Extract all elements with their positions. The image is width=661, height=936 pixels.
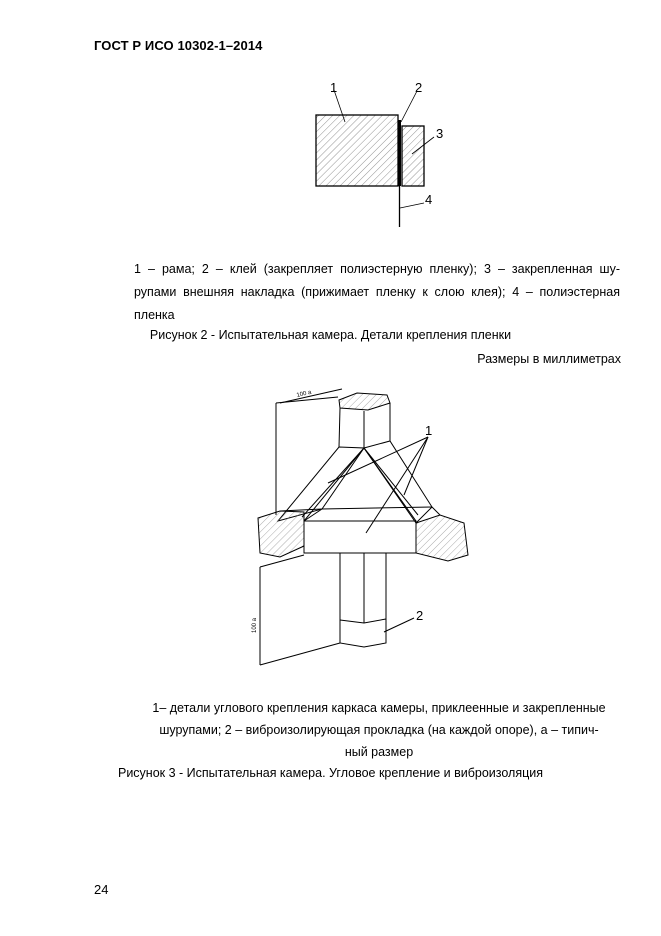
figure-2-legend-line: 1 – рама; 2 – клей (закрепляет полиэстерную пленку); 3 – закрепленная шу-: [134, 262, 620, 276]
figure-3-legend-line: ный размер: [344, 745, 414, 759]
callout-1: 1: [330, 80, 338, 95]
dimension-top: 100 a: [296, 389, 313, 399]
callout-4: 4: [425, 192, 433, 207]
callout-2: 2: [416, 608, 424, 623]
figure-3-drawing: [240, 375, 480, 675]
figure-3-legend-line: шурупами; 2 – виброизолирующая прокладка (на каждой опоре), а – типич-: [159, 723, 599, 737]
figure-3-title: Рисунок 3 - Испытательная камера. Угловое крепление и виброизоляция: [117, 766, 544, 780]
page-number: 24: [94, 882, 109, 897]
cover-strip: [402, 126, 424, 186]
figure-2-legend-line: пленка: [134, 308, 175, 322]
callout-1: 1: [425, 423, 433, 438]
right-beam-end: [416, 515, 468, 561]
callout-2: 2: [415, 80, 423, 95]
frame-block: [316, 115, 398, 186]
figure-2-drawing: [300, 70, 460, 235]
top-post-end: [339, 393, 390, 410]
figure-3-legend-line: 1– детали углового крепления каркаса камеры, приклеенные и закрепленные: [152, 701, 606, 715]
isolation-pad: [340, 619, 386, 647]
figure-2-legend-line: рупами внешняя накладка (прижимает пленку к слою клея); 4 – полиэстерная: [134, 285, 620, 299]
right-gusset: [364, 441, 432, 523]
dimension-left: 100 a: [252, 617, 258, 633]
adhesive-layer: [398, 120, 401, 186]
callout-3: 3: [436, 126, 444, 141]
document-header: ГОСТ Р ИСО 10302-1–2014: [94, 38, 263, 53]
figure-2-title: Рисунок 2 - Испытательная камера. Детали крепления пленки: [149, 328, 512, 342]
left-beam-end: [258, 511, 304, 557]
units-note: Размеры в миллиметрах: [477, 352, 621, 366]
figure-2-legend: [134, 258, 620, 327]
front-gusset: [304, 521, 416, 553]
figure-3-legend: [120, 697, 638, 763]
